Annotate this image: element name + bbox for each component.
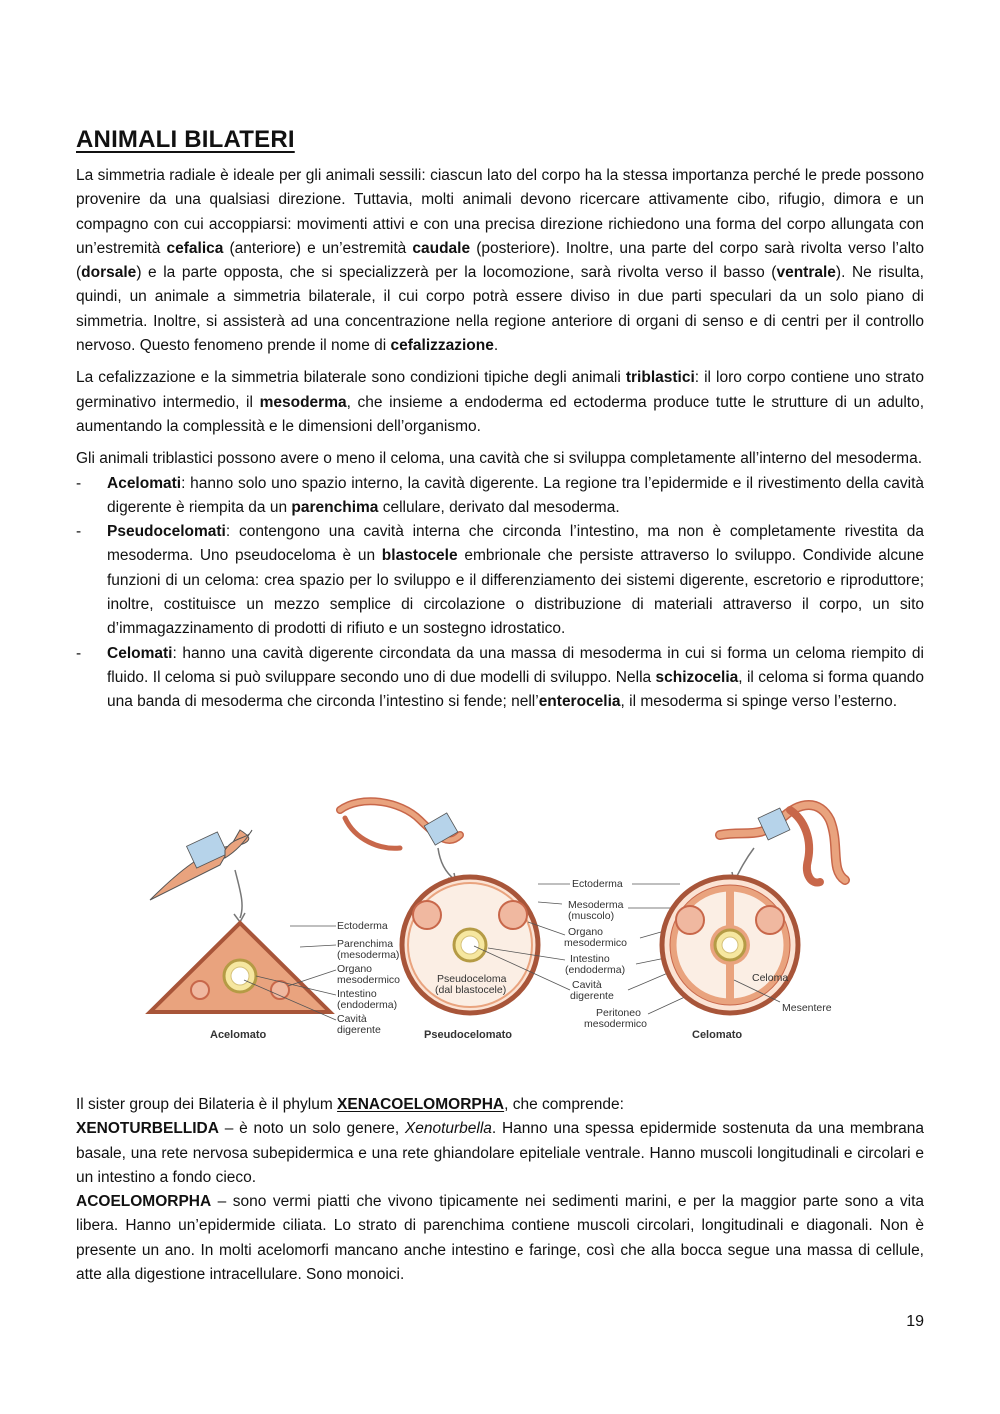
label-cavita: Cavità bbox=[337, 1013, 367, 1025]
label-peritoneo-sub: mesodermico bbox=[584, 1018, 648, 1030]
paragraph-xenoturbellida bbox=[76, 1117, 924, 1190]
label-organo-2-sub: mesodermico bbox=[564, 937, 628, 949]
term-xenacoelomorpha: XENACOELOMORPHA bbox=[337, 1096, 505, 1113]
term-enterocelia: enterocelia bbox=[538, 693, 621, 711]
label-peritoneo: Peritoneo bbox=[596, 1007, 641, 1019]
term-schizocelia: schizocelia bbox=[655, 668, 739, 686]
xenacoelomorpha-section bbox=[76, 1093, 924, 1287]
label-cavita-2: Cavità bbox=[572, 979, 602, 991]
paragraph-sister-group bbox=[76, 1093, 924, 1117]
label-cavita-2-sub: digerente bbox=[570, 990, 614, 1002]
acoelomate-gut-cavity bbox=[231, 967, 249, 985]
pseudocoelomate-title: Pseudocelomato bbox=[424, 1029, 513, 1041]
term-xenoturbellida: XENOTURBELLIDA bbox=[76, 1120, 219, 1138]
label-ectoderma-2: Ectoderma bbox=[572, 878, 623, 890]
coelom-types-list bbox=[76, 472, 924, 715]
term-cefalizzazione: cefalizzazione bbox=[390, 337, 494, 355]
label-organo-2: Organo bbox=[568, 926, 604, 938]
label-parenchima: Parenchima bbox=[337, 938, 394, 950]
page-content bbox=[76, 126, 924, 715]
text: – sono vermi piatti che vivono tipicamente nei sedimenti marini, e per la maggior parte sono a vita libera. Hanno un’epidermide ciliata. Lo strato di parenchima contiene muscoli circolari, longitudinali e diagonali. Non è presente un ano. In molti acelomorfi mancano anche intestino e faringe, così che alla bocca segue una massa di cellule, atte alla digestione intracellulare. Sono monoici. bbox=[76, 1193, 924, 1284]
term-acoelomorpha: ACOELOMORPHA bbox=[76, 1193, 212, 1211]
text: : hanno solo uno spazio interno, la cavità digerente. La regione tra l’epidermide e il rivestimento della cavità digerente è riempita da un bbox=[107, 474, 924, 516]
text: embrionale che persiste attraverso lo sviluppo. Condivide alcune funzioni di un celoma: crea spazio per lo sviluppo e il differenziamento dei sistemi digerente, escretorio e riproduttore; inoltre, costituisce un mezzo semplice di circolazione o distribuzione di materiali attraverso il corpo, un sito d’immagazzinamento di prodotti di rifiuto e un sostegno idrostatico. bbox=[107, 547, 924, 638]
leader-line bbox=[538, 902, 562, 904]
label-organo-sub: mesodermico bbox=[337, 974, 401, 986]
acoelomate-organ bbox=[191, 981, 209, 999]
text: . Hanno una spessa epidermide sostenuta da una membrana basale, una rete nervosa subepidermica e una rete ghiandolare epiteliale ventrale. Hanno muscoli longitudinali e circolari e un intestino a fondo cieco. bbox=[76, 1120, 924, 1186]
term-pseudocelomati: Pseudocelomati bbox=[107, 523, 226, 541]
term-celomati: Celomati bbox=[107, 644, 173, 662]
term-triblastici: triblastici bbox=[625, 369, 695, 387]
list-item-acelomati bbox=[76, 472, 924, 521]
paragraph-symmetry bbox=[76, 164, 924, 358]
leader-line bbox=[300, 945, 336, 947]
label-intestino-2: Intestino bbox=[570, 953, 610, 965]
acoelomate-organ bbox=[271, 981, 289, 999]
term-xenoturbella: Xenoturbella bbox=[404, 1120, 492, 1138]
arrow-line bbox=[235, 870, 242, 918]
coelomate-section bbox=[662, 877, 832, 1041]
page-number: 19 bbox=[906, 1313, 924, 1330]
body-plans-diagram bbox=[140, 790, 860, 1050]
label-ectoderma: Ectoderma bbox=[337, 920, 388, 932]
text: , il mesoderma si spinge verso l’esterno. bbox=[620, 693, 898, 711]
acoelomate-section bbox=[150, 923, 330, 1041]
arrow-line bbox=[438, 848, 455, 880]
roundworm-tail bbox=[345, 818, 400, 848]
coelomate-organ bbox=[676, 906, 704, 934]
text: Il sister group dei Bilateria è il phylum bbox=[76, 1096, 338, 1113]
pseudocoelomate-organ bbox=[499, 901, 527, 929]
list-item-pseudocelomati bbox=[76, 520, 924, 641]
paragraph-triblastic bbox=[76, 366, 924, 439]
term-mesoderma: mesoderma bbox=[259, 393, 347, 411]
text: ) e la parte opposta, che si specializzerà per la locomozione, sarà rivolta verso il basso ( bbox=[136, 264, 777, 282]
label-pseudoceloma-sub: (dal blastocele) bbox=[435, 984, 507, 996]
text: , che comprende: bbox=[504, 1096, 624, 1113]
text: , che insieme a endoderma ed ectoderma produce tutte le strutture di un adulto, aumentando la complessità e le dimensioni dell’organismo. bbox=[76, 393, 924, 435]
label-celoma: Celoma bbox=[752, 972, 789, 984]
label-parenchima-sub: (mesoderma) bbox=[337, 949, 400, 961]
label-organo: Organo bbox=[337, 963, 373, 975]
term-dorsale: dorsale bbox=[81, 264, 137, 282]
earthworm-loop bbox=[790, 810, 820, 883]
pseudocoelomate-gut-cavity bbox=[461, 936, 479, 954]
label-pseudoceloma: Pseudoceloma bbox=[437, 973, 507, 985]
label-mesoderma: Mesoderma bbox=[568, 899, 624, 911]
coelomate-title: Celomato bbox=[692, 1029, 743, 1041]
acoelomate-title: Acelomato bbox=[210, 1029, 267, 1041]
paragraph-acoelomorpha bbox=[76, 1190, 924, 1287]
coelomate-gut-cavity bbox=[722, 937, 738, 953]
label-intestino-2-sub: (endoderma) bbox=[565, 964, 626, 976]
label-mesoderma-sub: (muscolo) bbox=[568, 910, 615, 922]
text: (anteriore) e un’estremità bbox=[223, 239, 413, 257]
label-intestino-sub: (endoderma) bbox=[337, 999, 398, 1011]
coelomate-organ bbox=[756, 906, 784, 934]
text: (posteriore). Inoltre, una parte del corpo sarà rivolta verso l’alto ( bbox=[76, 239, 924, 282]
text: – è noto un solo genere, bbox=[218, 1120, 405, 1138]
term-caudale: caudale bbox=[412, 239, 471, 257]
text: . bbox=[493, 337, 499, 355]
pseudocoelomate-section bbox=[402, 877, 538, 1041]
list-item-celomati bbox=[76, 642, 924, 715]
body-plans-figure bbox=[140, 790, 860, 1050]
roundworm-illustration bbox=[340, 801, 460, 882]
text: La simmetria radiale è ideale per gli animali sessili: ciascun lato del corpo ha la stessa importanza perché le prede possono provenire da una qualsiasi direzione. Tuttavia, molti animali devono ricercare attivamente cibo, rifugio, dimora e un compagno con cui accoppiarsi: movimenti attivi e con una precisa direzione richiedono una forma del corpo allungata con un’estremità bbox=[76, 167, 924, 257]
text: : hanno una cavità digerente circondata da una massa di mesoderma in cui si forma un celoma riempito di fluido. Il celoma si può sviluppare secondo uno di due modelli di sviluppo. Nella bbox=[107, 644, 924, 686]
flatworm-illustration bbox=[150, 830, 252, 922]
page-title: ANIMALI BILATERI bbox=[76, 126, 295, 153]
term-blastocele: blastocele bbox=[381, 547, 458, 565]
text: , il celoma si forma quando una banda di mesoderma che circonda l’intestino si fende; nell’ bbox=[107, 668, 924, 711]
term-cefalica: cefalica bbox=[166, 239, 224, 257]
earthworm-illustration bbox=[720, 805, 845, 883]
text: ). Ne risulta, quindi, un animale a simmetria bilaterale, il cui corpo potrà essere diviso in due parti speculari da un solo piano di simmetria. Inoltre, si assisterà ad una concentrazione nella regione anteriore di organi di senso e di centri per il controllo nervoso. Questo fenomeno prende il nome di bbox=[76, 264, 924, 355]
paragraph-coelom: Gli animali triblastici possono avere o meno il celoma, una cavità che si sviluppa completamente all’interno del mesoderma. bbox=[76, 450, 923, 468]
text: : contengono una cavità interna che circonda l’intestino, ma non è completamente rivestita da mesoderma. Uno pseudoceloma è un bbox=[107, 523, 924, 565]
text: La cefalizzazione e la simmetria bilaterale sono condizioni tipiche degli animali bbox=[76, 369, 626, 387]
label-intestino: Intestino bbox=[337, 988, 377, 1000]
text: : il loro corpo contiene uno strato germinativo intermedio, il bbox=[76, 369, 924, 411]
term-ventrale: ventrale bbox=[776, 264, 836, 282]
pseudocoelomate-organ bbox=[413, 901, 441, 929]
term-parenchima: parenchima bbox=[291, 498, 379, 516]
label-mesentere: Mesentere bbox=[782, 1002, 832, 1014]
label-cavita-sub: digerente bbox=[337, 1024, 381, 1036]
term-acelomati: Acelomati bbox=[107, 474, 182, 492]
text: cellulare, derivato dal mesoderma. bbox=[378, 498, 620, 516]
